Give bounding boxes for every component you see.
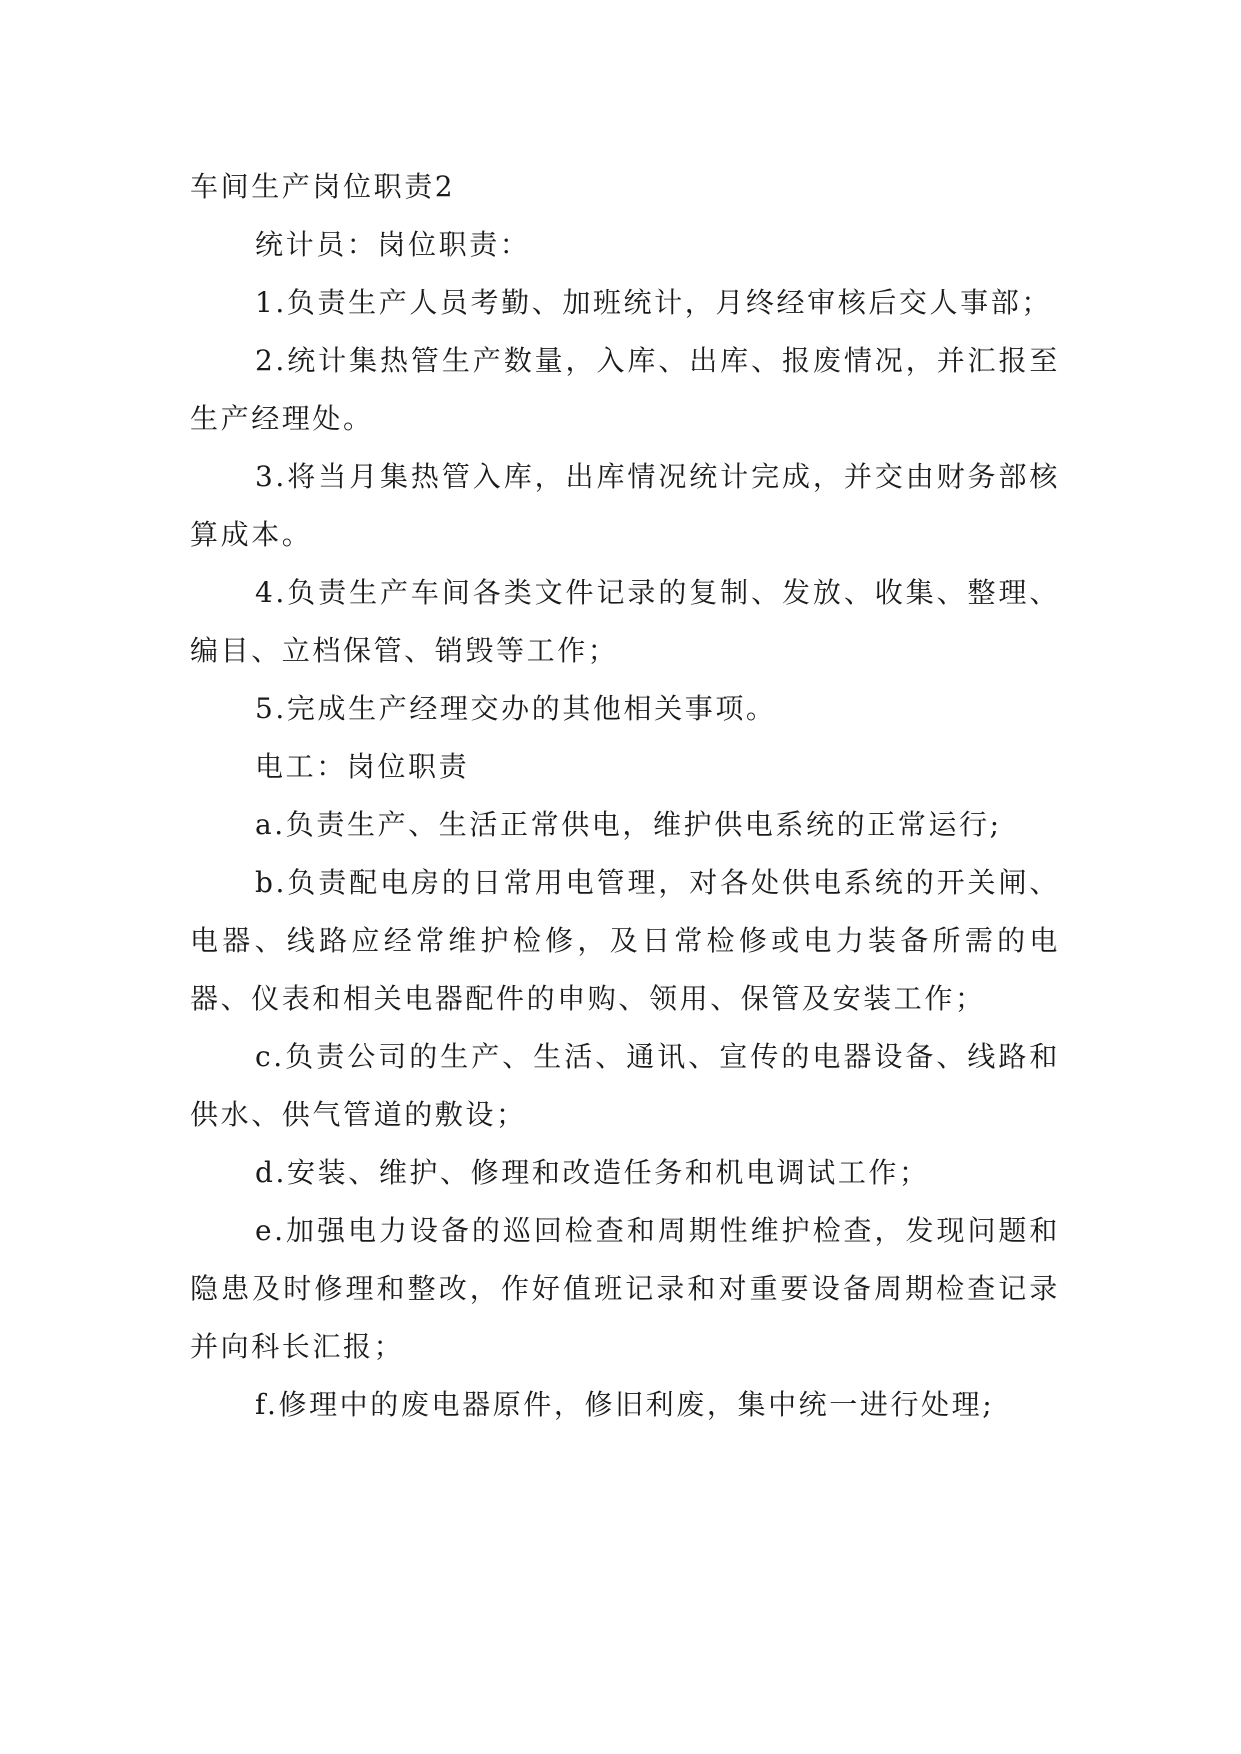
paragraph-item-f: f.修理中的废电器原件，修旧利废，集中统一进行处理; xyxy=(255,1388,995,1421)
document-title: 车间生产岗位职责2 xyxy=(190,170,456,203)
paragraph-item-5: 5.完成生产经理交办的其他相关事项。 xyxy=(255,692,777,725)
paragraph-item-b: b.负责配电房的日常用电管理，对各处供电系统的开关闸、电器、线路应经常维护检修，及日常检修或电力装备所需的电器、仪表和相关电器配件的申购、领用、保管及安装工作； xyxy=(190,866,1060,1015)
paragraph-item-1: 1.负责生产人员考勤、加班统计，月终经审核后交人事部； xyxy=(255,286,1052,319)
paragraph-statistician-heading: 统计员：岗位职责： xyxy=(255,228,531,261)
paragraph-item-d: d.安装、维护、修理和改造任务和机电调试工作； xyxy=(255,1156,930,1189)
paragraph-item-e: e.加强电力设备的巡回检查和周期性维护检查，发现问题和隐患及时修理和整改，作好值班记录和对重要设备周期检查记录并向科长汇报； xyxy=(190,1214,1060,1363)
paragraph-item-3: 3.将当月集热管入库，出库情况统计完成，并交由财务部核算成本。 xyxy=(190,460,1060,551)
document-body xyxy=(190,158,1060,1434)
paragraph-item-a: a.负责生产、生活正常供电，维护供电系统的正常运行; xyxy=(255,808,1002,841)
paragraph-item-c: c.负责公司的生产、生活、通讯、宣传的电器设备、线路和供水、供气管道的敷设； xyxy=(190,1040,1060,1131)
paragraph-item-2: 2.统计集热管生产数量，入库、出库、报废情况，并汇报至生产经理处。 xyxy=(190,344,1060,435)
paragraph-electrician-heading: 电工：岗位职责 xyxy=(255,750,470,783)
paragraph-item-4: 4.负责生产车间各类文件记录的复制、发放、收集、整理、编目、立档保管、销毁等工作； xyxy=(190,576,1060,667)
